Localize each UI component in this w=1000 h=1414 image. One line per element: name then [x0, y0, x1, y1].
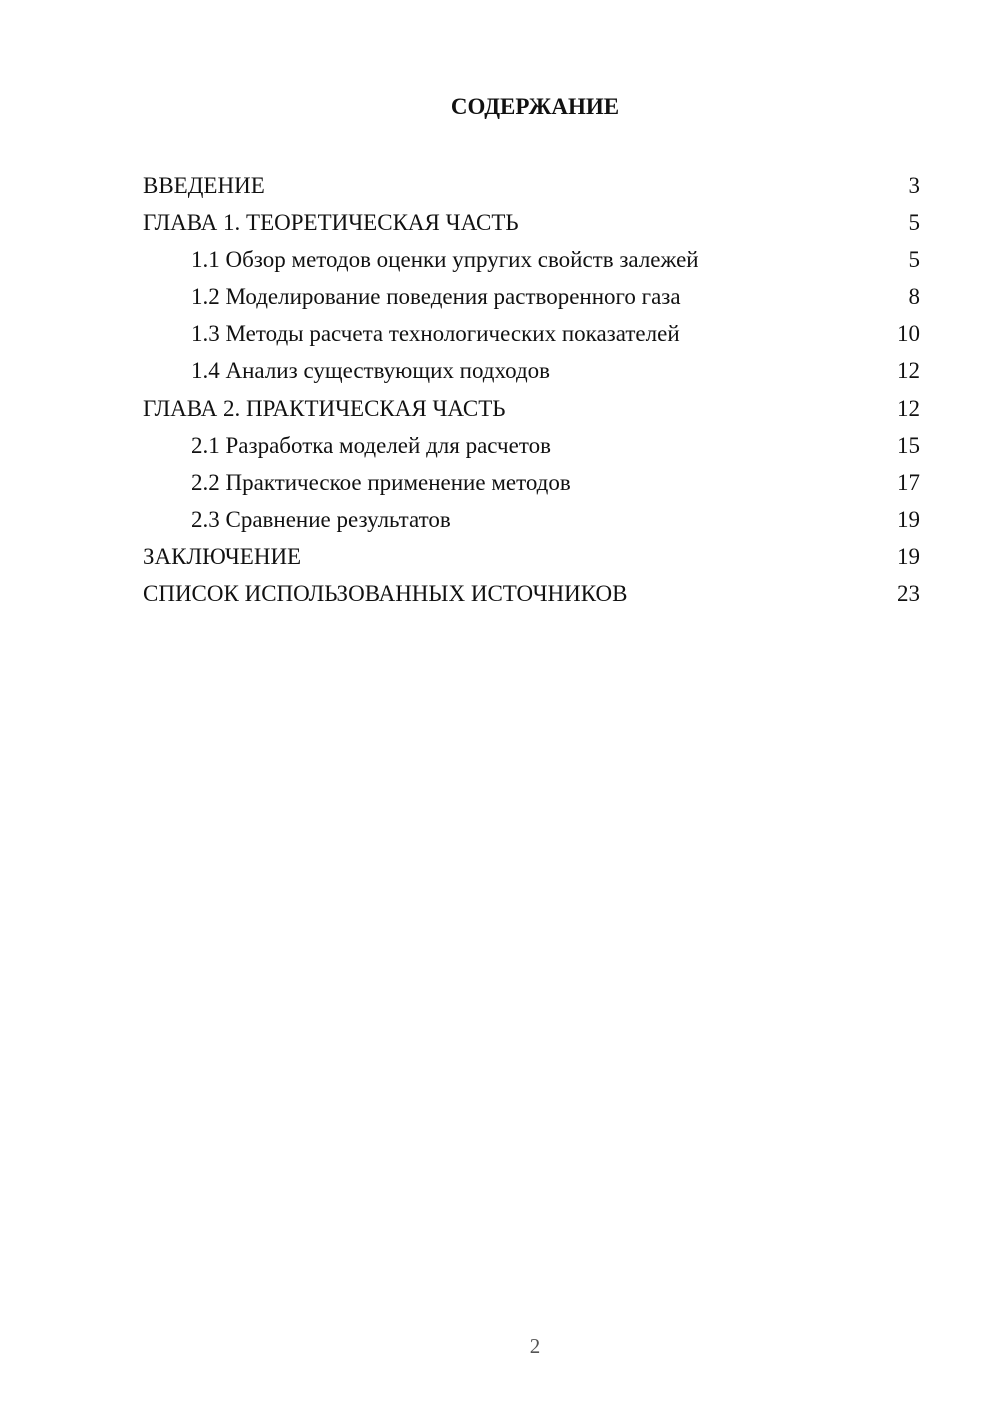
toc-entry-label: ЗАКЛЮЧЕНИЕ [143, 543, 302, 569]
toc-entry-chapter-2[interactable] [143, 390, 920, 427]
toc-entry-page: 3 [908, 173, 920, 198]
toc-entry-introduction[interactable] [143, 167, 920, 204]
page-number: 2 [529, 1334, 541, 1358]
toc-entry-page: 19 [897, 506, 920, 532]
toc-entry-page: 8 [908, 284, 920, 310]
toc-entry-label: ВВЕДЕНИЕ [143, 173, 265, 198]
toc-entry-section-2-3[interactable] [143, 501, 920, 538]
toc-entry-page: 19 [897, 543, 920, 569]
toc-entry-label: ГЛАВА 1. ТЕОРЕТИЧЕСКАЯ ЧАСТЬ [143, 210, 519, 236]
toc-entry-page: 23 [897, 581, 920, 607]
toc-entry-label: 2.3 Сравнение результатов [191, 506, 451, 532]
toc-entry-page: 15 [897, 432, 920, 458]
toc-entry-references[interactable] [143, 575, 920, 612]
toc-entry-label: ГЛАВА 2. ПРАКТИЧЕСКАЯ ЧАСТЬ [143, 395, 506, 421]
toc-entry-section-1-1[interactable] [143, 241, 920, 278]
toc-entry-page: 12 [897, 395, 920, 421]
toc-entry-section-1-2[interactable] [143, 278, 920, 315]
toc-entry-page: 17 [897, 469, 920, 495]
toc-entry-page: 12 [897, 358, 920, 384]
toc-entry-label: СПИСОК ИСПОЛЬЗОВАННЫХ ИСТОЧНИКОВ [143, 581, 628, 607]
toc-entry-section-1-3[interactable] [143, 315, 920, 352]
toc-entry-page: 10 [897, 321, 920, 347]
toc-entry-section-1-4[interactable] [143, 352, 920, 389]
toc-entry-label: 1.3 Методы расчета технологических показателей [191, 321, 680, 347]
toc-entry-label: 1.2 Моделирование поведения растворенного газа [191, 284, 681, 310]
toc-entry-chapter-1[interactable] [143, 204, 920, 241]
table-of-contents [143, 167, 920, 612]
toc-entry-conclusion[interactable] [143, 538, 920, 575]
toc-entry-section-2-2[interactable] [143, 464, 920, 501]
page-title: СОДЕРЖАНИЕ [450, 94, 620, 119]
toc-entry-label: 1.1 Обзор методов оценки упругих свойств залежей [191, 247, 699, 273]
toc-entry-label: 1.4 Анализ существующих подходов [191, 358, 551, 384]
toc-entry-label: 2.2 Практическое применение методов [191, 469, 571, 495]
toc-entry-section-2-1[interactable] [143, 427, 920, 464]
toc-entry-page: 5 [908, 210, 920, 236]
toc-entry-page: 5 [908, 247, 920, 273]
toc-entry-label: 2.1 Разработка моделей для расчетов [191, 432, 551, 458]
